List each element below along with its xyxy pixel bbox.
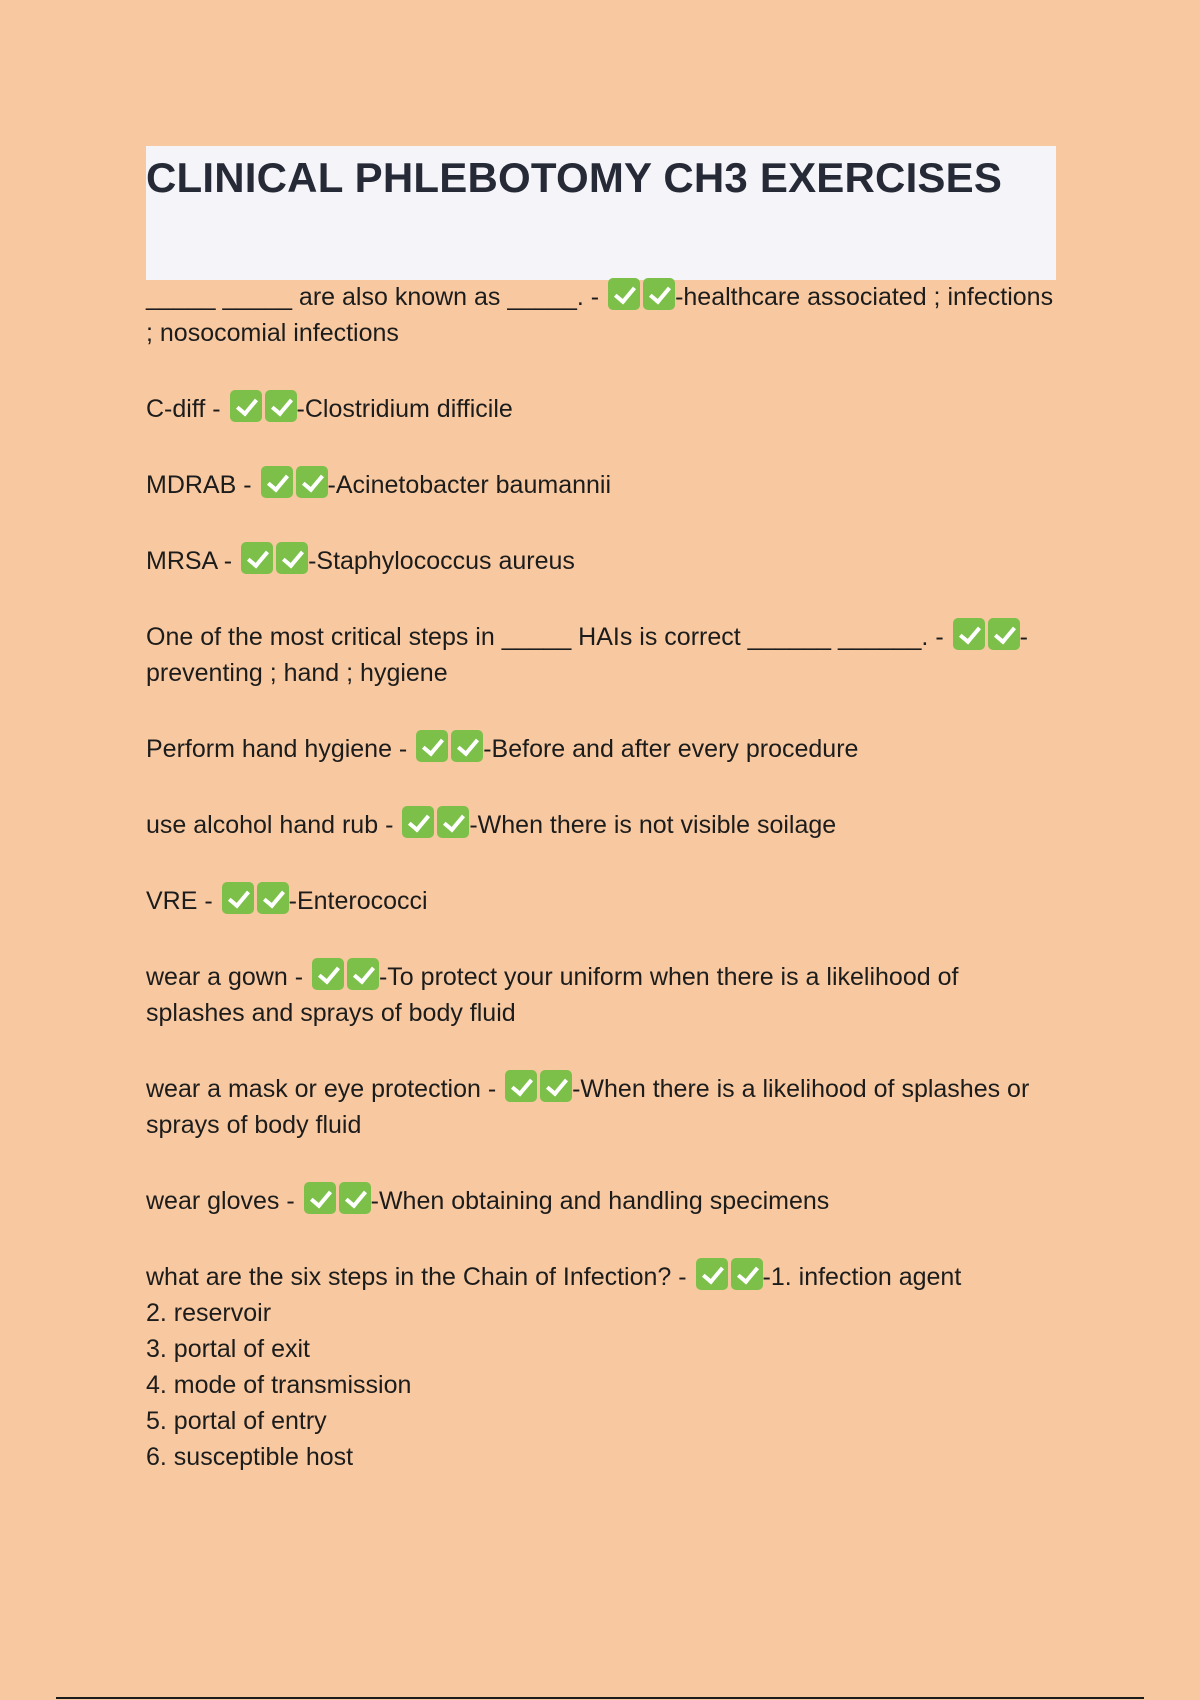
flashcard-item	[146, 278, 1061, 351]
chain-step: 3. portal of exit	[146, 1335, 310, 1363]
flashcard-answer: -When there is not visible soilage	[469, 811, 837, 839]
flashcard-question: MRSA -	[146, 547, 233, 575]
flashcard-question: MDRAB -	[146, 471, 252, 499]
chain-step: 6. susceptible host	[146, 1443, 354, 1471]
document-page	[146, 146, 1061, 1514]
check-mark-icon	[953, 618, 985, 650]
flashcard-item	[146, 1182, 1056, 1219]
check-mark-icon	[304, 1182, 336, 1214]
flashcard-answer: -Staphylococcus aureus	[308, 547, 575, 575]
check-mark-icon	[731, 1258, 763, 1290]
answer-marker	[416, 730, 483, 762]
answer-marker	[261, 466, 328, 498]
flashcard-answer: -preventing ; hand ; hygiene	[146, 623, 1028, 687]
flashcard-answer: -When there is a likelihood of splashes or sprays of body fluid	[146, 1075, 1037, 1139]
chain-step: 4. mode of transmission	[146, 1371, 412, 1399]
chain-step: 5. portal of entry	[146, 1407, 327, 1435]
answer-marker	[222, 882, 289, 914]
check-mark-icon	[257, 882, 289, 914]
flashcard-answer: -When obtaining and handling specimens	[370, 1187, 830, 1215]
flashcard-item	[146, 466, 1056, 503]
check-mark-icon	[347, 958, 379, 990]
answer-marker	[304, 1182, 371, 1214]
flashcard-answer: -1. infection agent	[762, 1263, 962, 1291]
answer-marker	[230, 390, 297, 422]
flashcard-question: use alcohol hand rub -	[146, 811, 394, 839]
flashcard-item	[146, 1258, 1056, 1475]
check-mark-icon	[265, 390, 297, 422]
check-mark-icon	[230, 390, 262, 422]
chain-step: 2. reservoir	[146, 1299, 272, 1327]
answer-marker	[696, 1258, 763, 1290]
check-mark-icon	[276, 542, 308, 574]
flashcard-question: wear a mask or eye protection -	[146, 1075, 497, 1103]
flashcard-item	[146, 618, 1056, 691]
check-mark-icon	[312, 958, 344, 990]
answer-marker	[241, 542, 308, 574]
flashcard-item	[146, 542, 1056, 579]
check-mark-icon	[540, 1070, 572, 1102]
flashcard-item	[146, 882, 1056, 919]
check-mark-icon	[416, 730, 448, 762]
flashcard-list	[146, 278, 1061, 1475]
check-mark-icon	[339, 1182, 371, 1214]
answer-marker	[608, 278, 675, 310]
answer-marker	[312, 958, 379, 990]
flashcard-question: C-diff -	[146, 395, 221, 423]
flashcard-item	[146, 958, 1056, 1031]
flashcard-question: what are the six steps in the Chain of Infection? -	[146, 1263, 687, 1291]
flashcard-answer: -Enterococci	[288, 887, 428, 915]
check-mark-icon	[451, 730, 483, 762]
chain-steps-list	[146, 1295, 1056, 1475]
check-mark-icon	[505, 1070, 537, 1102]
flashcard-question: wear gloves -	[146, 1187, 295, 1215]
flashcard-question: wear a gown -	[146, 963, 304, 991]
flashcard-item	[146, 730, 1056, 767]
document-title: CLINICAL PHLEBOTOMY CH3 EXERCISES	[146, 154, 1003, 201]
flashcard-item	[146, 390, 1056, 427]
flashcard-item	[146, 1070, 1056, 1143]
answer-marker	[505, 1070, 572, 1102]
flashcard-answer: -healthcare associated ; infections ; nosocomial infections	[146, 283, 1061, 347]
check-mark-icon	[261, 466, 293, 498]
flashcard-answer: -To protect your uniform when there is a likelihood of splashes and sprays of body fluid	[146, 963, 966, 1027]
check-mark-icon	[241, 542, 273, 574]
flashcard-question: One of the most critical steps in _____ HAIs is correct ______ ______. -	[146, 623, 944, 651]
flashcard-question: VRE -	[146, 887, 213, 915]
answer-marker	[402, 806, 469, 838]
check-mark-icon	[696, 1258, 728, 1290]
flashcard-answer: -Before and after every procedure	[483, 735, 859, 763]
flashcard-item	[146, 806, 1056, 843]
check-mark-icon	[296, 466, 328, 498]
check-mark-icon	[222, 882, 254, 914]
check-mark-icon	[643, 278, 675, 310]
check-mark-icon	[437, 806, 469, 838]
flashcard-question: Perform hand hygiene -	[146, 735, 408, 763]
flashcard-answer: -Clostridium difficile	[296, 395, 513, 423]
check-mark-icon	[402, 806, 434, 838]
flashcard-question: _____ _____ are also known as _____. -	[146, 283, 600, 311]
answer-marker	[953, 618, 1020, 650]
title-banner	[146, 146, 1056, 280]
check-mark-icon	[608, 278, 640, 310]
flashcard-answer: -Acinetobacter baumannii	[327, 471, 612, 499]
page-bottom-rule	[56, 1697, 1144, 1699]
check-mark-icon	[988, 618, 1020, 650]
